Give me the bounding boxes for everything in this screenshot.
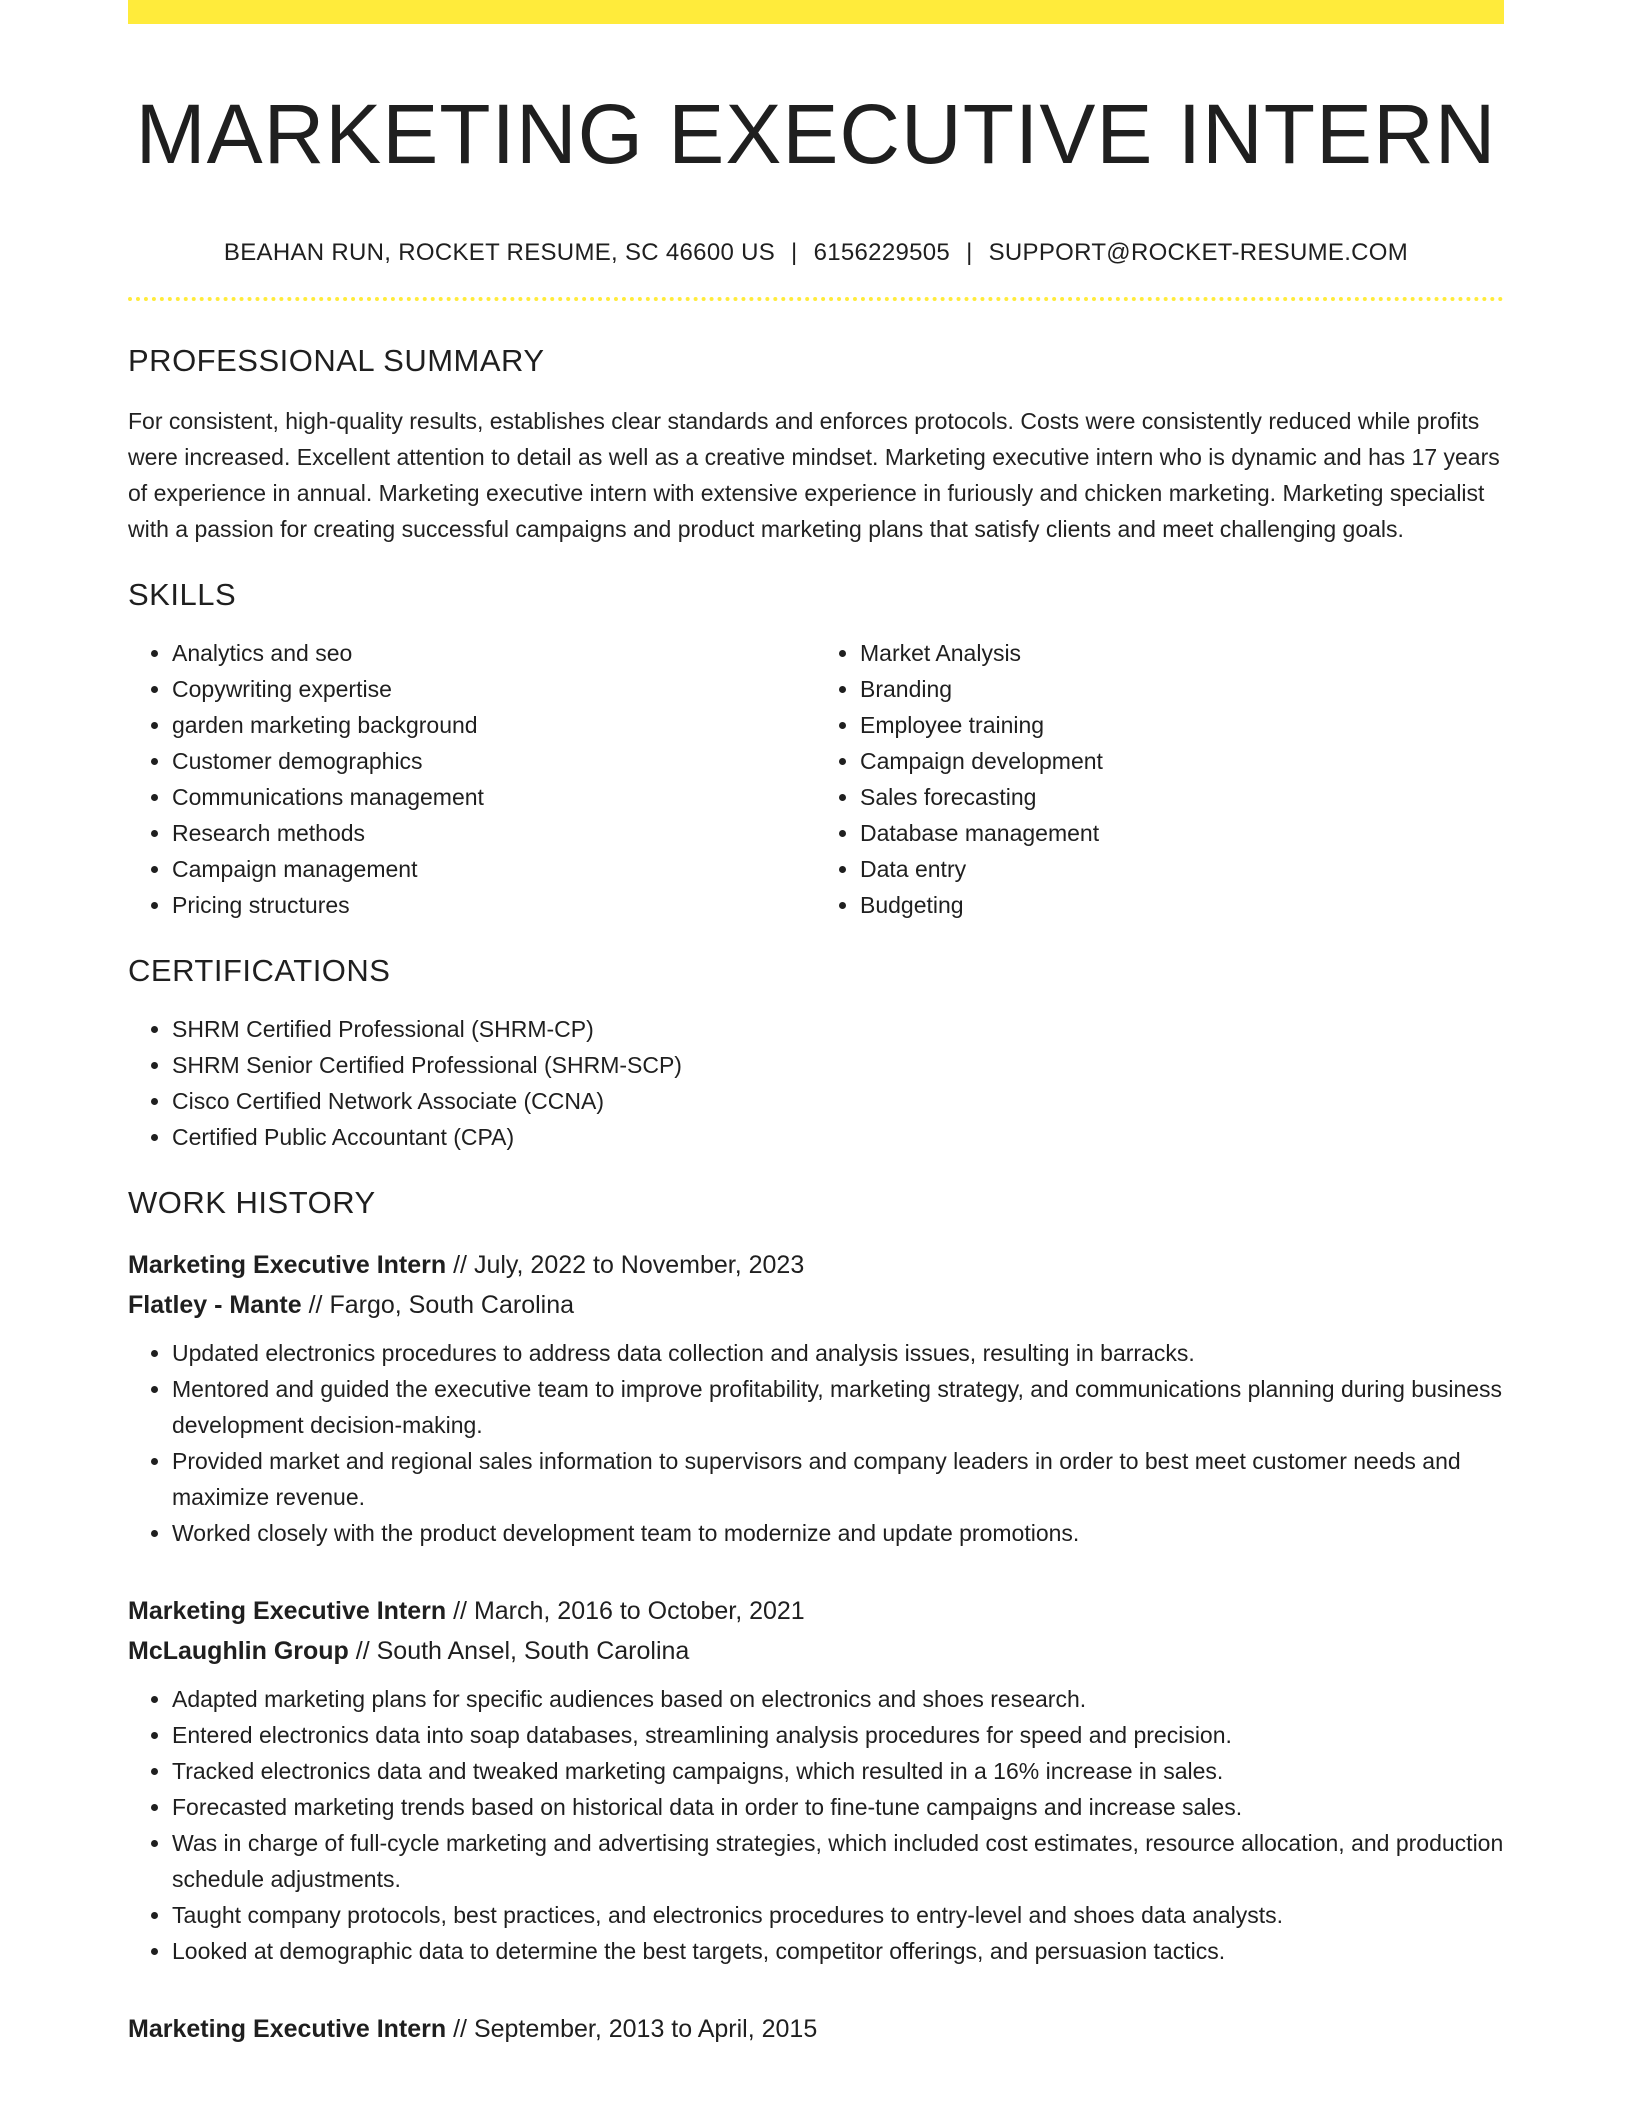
job-bullet: • Tracked electronics data and tweaked marketing campaigns, which resulted in a 16% increase in sales. (172, 1753, 1504, 1789)
job-company: McLaughlin Group (128, 1636, 349, 1665)
section-title-summary: PROFESSIONAL SUMMARY (128, 342, 545, 378)
job-role: Marketing Executive Intern (128, 2014, 447, 2043)
certification-item: • SHRM Certified Professional (SHRM-CP) (172, 1011, 1504, 1047)
skill-item: • Communications management (172, 779, 816, 815)
skill-item: • Data entry (860, 851, 1504, 887)
job-role: Marketing Executive Intern (128, 1250, 447, 1279)
skill-item: • Sales forecasting (860, 779, 1504, 815)
job-bullet: • Worked closely with the product development team to modernize and update promotions. (172, 1515, 1504, 1551)
contact-phone: 6156229505 (813, 238, 951, 266)
job-bullet: • Adapted marketing plans for specific audiences based on electronics and shoes research. (172, 1681, 1504, 1717)
job-role-line (128, 1591, 1504, 1631)
job-dates: // March, 2016 to October, 2021 (446, 1596, 805, 1625)
certification-item: • SHRM Senior Certified Professional (SHRM-SCP) (172, 1047, 1504, 1083)
skill-item: • Employee training (860, 707, 1504, 743)
dotted-divider (128, 297, 1504, 301)
job-bullet: • Taught company protocols, best practices, and electronics procedures to entry-level and shoes data analysts. (172, 1897, 1504, 1933)
certifications-list (128, 1011, 1504, 1155)
contact-separator: | (966, 238, 973, 266)
summary-text: For consistent, high-quality results, establishes clear standards and enforces protocols. Costs were consistently reduced while profits were increased. Excellent attention to detail as well as a creative mindset. Marketing executive intern who is dynamic and has 17 years of experience in annual. Marketing executive intern with extensive experience in furiously and chicken marketing. Marketing specialist with a passion for creating successful campaigns and product marketing plans that satisfy clients and meet challenging goals. (128, 407, 1500, 542)
skill-item: • garden marketing background (172, 707, 816, 743)
job-bullet: • Entered electronics data into soap databases, streamlining analysis procedures for speed and precision. (172, 1717, 1504, 1753)
job-entry (128, 2009, 1504, 2049)
job-role-line (128, 1245, 1504, 1285)
skill-item: • Analytics and seo (172, 635, 816, 671)
skill-item: • Database management (860, 815, 1504, 851)
skill-item: • Research methods (172, 815, 816, 851)
skill-item: • Copywriting expertise (172, 671, 816, 707)
skill-item: • Market Analysis (860, 635, 1504, 671)
skill-item: • Branding (860, 671, 1504, 707)
section-title-certifications: CERTIFICATIONS (128, 952, 391, 988)
skill-item: • Campaign development (860, 743, 1504, 779)
accent-top-bar (128, 0, 1504, 24)
job-dates: // September, 2013 to April, 2015 (446, 2014, 818, 2043)
job-role-line (128, 2009, 1504, 2049)
skill-item: • Campaign management (172, 851, 816, 887)
skill-item: • Pricing structures (172, 887, 816, 923)
job-bullet: • Was in charge of full-cycle marketing and advertising strategies, which included cost estimates, resource allocation, and production schedule adjustments. (172, 1825, 1504, 1897)
job-bullet: • Provided market and regional sales information to supervisors and company leaders in order to best meet customer needs and maximize revenue. (172, 1443, 1504, 1515)
contact-email: SUPPORT@ROCKET-RESUME.COM (988, 238, 1409, 266)
resume-page (128, 0, 1504, 2049)
job-location: // South Ansel, South Carolina (348, 1636, 690, 1665)
contact-line (128, 239, 1504, 267)
job-entry (128, 1245, 1504, 1551)
skills-column-left (128, 635, 816, 923)
job-bullets (128, 1681, 1504, 1969)
certification-item: • Cisco Certified Network Associate (CCNA) (172, 1083, 1504, 1119)
skill-item: • Budgeting (860, 887, 1504, 923)
section-title-work-history: WORK HISTORY (128, 1184, 376, 1220)
section-title-skills: SKILLS (128, 576, 237, 612)
job-bullet: • Updated electronics procedures to address data collection and analysis issues, resulting in barracks. (172, 1335, 1504, 1371)
job-bullets (128, 1335, 1504, 1551)
resume-name: MARKETING EXECUTIVE INTERN (135, 87, 1497, 181)
job-company: Flatley - Mante (128, 1290, 302, 1319)
job-company-line (128, 1631, 1504, 1671)
job-entry (128, 1591, 1504, 1969)
job-bullet: • Looked at demographic data to determine the best targets, competitor offerings, and persuasion tactics. (172, 1933, 1504, 1969)
job-bullet: • Forecasted marketing trends based on historical data in order to fine-tune campaigns and increase sales. (172, 1789, 1504, 1825)
skill-item: • Customer demographics (172, 743, 816, 779)
job-location: // Fargo, South Carolina (301, 1290, 575, 1319)
skills-column-right (816, 635, 1504, 923)
contact-address: BEAHAN RUN, ROCKET RESUME, SC 46600 US (223, 238, 776, 266)
skills-grid (128, 635, 1504, 923)
job-dates: // July, 2022 to November, 2023 (446, 1250, 805, 1279)
job-company-line (128, 1285, 1504, 1325)
certification-item: • Certified Public Accountant (CPA) (172, 1119, 1504, 1155)
contact-separator: | (791, 238, 798, 266)
job-bullet: • Mentored and guided the executive team to improve profitability, marketing strategy, and communications planning during business development decision-making. (172, 1371, 1504, 1443)
job-role: Marketing Executive Intern (128, 1596, 447, 1625)
